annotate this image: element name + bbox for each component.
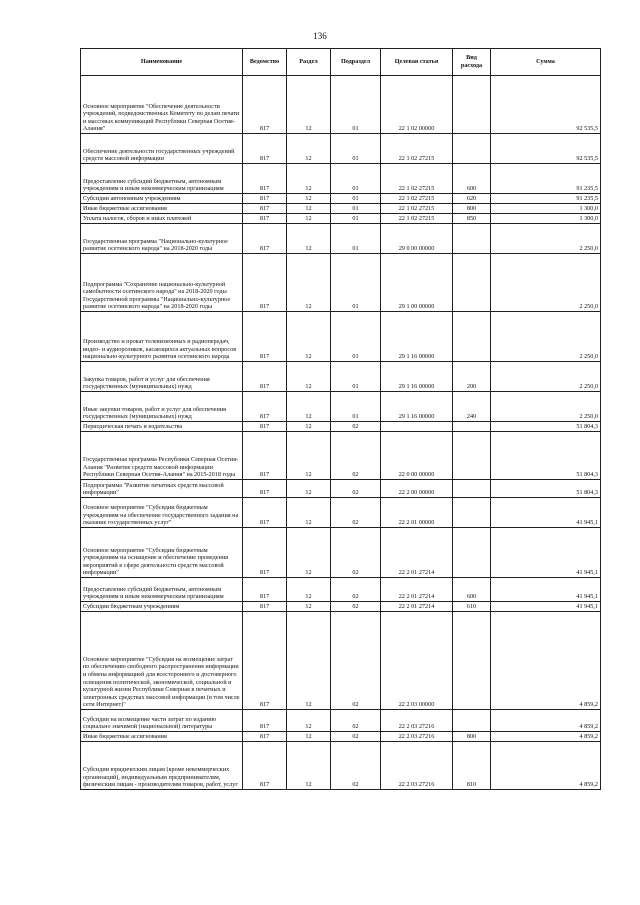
row-department: 817 <box>243 422 287 432</box>
row-department: 817 <box>243 480 287 498</box>
row-expense-type: 600 <box>453 578 491 602</box>
row-subsection: 02 <box>331 602 381 612</box>
row-expense-type: 240 <box>453 392 491 422</box>
row-target-article: 22 2 00 00000 <box>381 480 453 498</box>
table-row <box>81 312 601 362</box>
row-expense-type: 610 <box>453 602 491 612</box>
row-subsection: 01 <box>331 224 381 254</box>
row-sum: 2 250,0 <box>491 312 601 362</box>
row-name: Уплата налогов, сборов и иных платежей <box>81 214 243 224</box>
row-target-article: 22 2 01 27214 <box>381 602 453 612</box>
table-header-row <box>81 49 601 76</box>
table-row <box>81 732 601 742</box>
row-sum: 91 235,5 <box>491 164 601 194</box>
table-row <box>81 528 601 578</box>
row-subsection: 01 <box>331 362 381 392</box>
row-sum: 4 859,2 <box>491 732 601 742</box>
row-subsection: 02 <box>331 422 381 432</box>
row-department: 817 <box>243 362 287 392</box>
row-department: 817 <box>243 432 287 480</box>
row-expense-type: 800 <box>453 732 491 742</box>
row-subsection: 01 <box>331 194 381 204</box>
row-target-article: 29 1 16 00000 <box>381 392 453 422</box>
row-name: Основное мероприятие "Субсидии бюджетным учреждениям на оснащение и обеспечение проведения мероприятий в сфере деятельности средств массовой информации" <box>81 528 243 578</box>
row-expense-type <box>453 710 491 732</box>
row-expense-type: 810 <box>453 742 491 790</box>
row-section: 12 <box>287 422 331 432</box>
row-name: Предоставление субсидий бюджетным, автономным учреждениям и иным некоммерческим организациям <box>81 578 243 602</box>
row-department: 817 <box>243 602 287 612</box>
row-department: 817 <box>243 710 287 732</box>
row-name: Подпрограмма "Развитие печатных средств массовой информации" <box>81 480 243 498</box>
budget-table <box>80 48 601 790</box>
row-target-article: 22 1 02 27215 <box>381 214 453 224</box>
row-department: 817 <box>243 528 287 578</box>
row-sum: 2 250,0 <box>491 224 601 254</box>
table-row <box>81 432 601 480</box>
row-name: Иные бюджетные ассигнования <box>81 204 243 214</box>
row-section: 12 <box>287 710 331 732</box>
row-section: 12 <box>287 214 331 224</box>
row-section: 12 <box>287 194 331 204</box>
row-department: 817 <box>243 732 287 742</box>
row-sum: 41 945,1 <box>491 602 601 612</box>
row-name: Государственная программа "Национально-культурное развитие осетинского народа" на 2018-2020 годы <box>81 224 243 254</box>
row-subsection: 01 <box>331 164 381 194</box>
row-name: Государственная программа Республики Северная Осетия-Алания "Развитие средств массовой информации Республики Северная Осетия-Алания" на 2015-2018 годы <box>81 432 243 480</box>
row-expense-type <box>453 498 491 528</box>
table-row <box>81 578 601 602</box>
row-section: 12 <box>287 392 331 422</box>
row-sum: 91 235,5 <box>491 194 601 204</box>
row-department: 817 <box>243 578 287 602</box>
row-name: Основное мероприятие "Субсидия на возмещение затрат по обеспечению свободного распространения информации и обмена информацией для всестороннего и достоверного освещения политической, экономической, социальной и культурной жизни Республики Северная в печатных и электронных средствах массовой информации (в том числе сети Интернет)" <box>81 612 243 710</box>
row-target-article: 22 0 00 00000 <box>381 432 453 480</box>
table-row <box>81 710 601 732</box>
table-row <box>81 602 601 612</box>
row-target-article: 22 2 03 00000 <box>381 612 453 710</box>
table-row <box>81 194 601 204</box>
row-expense-type <box>453 480 491 498</box>
row-target-article: 22 2 03 27216 <box>381 732 453 742</box>
row-section: 12 <box>287 602 331 612</box>
table-row <box>81 164 601 194</box>
row-name: Основное мероприятие "Субсидии бюджетным учреждениям на обеспечение государственного задания на оказание государственных услуг" <box>81 498 243 528</box>
row-department: 817 <box>243 214 287 224</box>
row-sum: 41 945,1 <box>491 498 601 528</box>
table-row <box>81 214 601 224</box>
row-name: Иные бюджетные ассигнования <box>81 732 243 742</box>
row-section: 12 <box>287 224 331 254</box>
row-department: 817 <box>243 194 287 204</box>
row-subsection: 02 <box>331 612 381 710</box>
header-section: Раздел <box>287 49 331 76</box>
row-sum: 51 804,3 <box>491 432 601 480</box>
row-department: 817 <box>243 204 287 214</box>
row-name: Иные закупки товаров, работ и услуг для обеспечения государственных (муниципальных) нужд <box>81 392 243 422</box>
row-subsection: 02 <box>331 498 381 528</box>
row-target-article: 22 1 02 27215 <box>381 204 453 214</box>
row-sum: 92 535,5 <box>491 134 601 164</box>
row-department: 817 <box>243 498 287 528</box>
table-row <box>81 362 601 392</box>
row-expense-type <box>453 432 491 480</box>
row-subsection: 02 <box>331 578 381 602</box>
row-sum: 92 535,5 <box>491 76 601 134</box>
row-section: 12 <box>287 528 331 578</box>
row-subsection: 01 <box>331 392 381 422</box>
row-name: Производство и прокат телевизионных и радиопередач, видео- и аудиороликов, касающихся актуальных вопросов национально-культурного развития осетинского народа <box>81 312 243 362</box>
row-name: Подпрограмма "Сохранение национально-культурной самобытности осетинского народа" на 2018-2020 годы Государственной программы "Национально-культурное развитие осетинского народа" на 2018-2020 годы <box>81 254 243 312</box>
row-department: 817 <box>243 164 287 194</box>
row-department: 817 <box>243 134 287 164</box>
row-expense-type <box>453 612 491 710</box>
table-row <box>81 76 601 134</box>
table-row <box>81 134 601 164</box>
row-sum: 41 945,1 <box>491 528 601 578</box>
row-expense-type <box>453 422 491 432</box>
row-name: Обеспечение деятельности государственных учреждений средств массовой информации <box>81 134 243 164</box>
row-expense-type <box>453 76 491 134</box>
row-section: 12 <box>287 76 331 134</box>
row-target-article <box>381 422 453 432</box>
row-subsection: 02 <box>331 480 381 498</box>
row-expense-type: 850 <box>453 214 491 224</box>
row-expense-type: 800 <box>453 204 491 214</box>
row-name: Периодическая печать и издательства <box>81 422 243 432</box>
header-sum: Сумма <box>491 49 601 76</box>
row-section: 12 <box>287 480 331 498</box>
row-sum: 4 859,2 <box>491 742 601 790</box>
row-department: 817 <box>243 392 287 422</box>
table-row <box>81 742 601 790</box>
row-section: 12 <box>287 732 331 742</box>
row-target-article: 22 2 01 27214 <box>381 578 453 602</box>
row-expense-type <box>453 528 491 578</box>
row-sum: 1 300,0 <box>491 214 601 224</box>
header-subsection: Подраздел <box>331 49 381 76</box>
row-name: Основное мероприятие "Обеспечение деятельности учреждений, подведомственных Комитету по делам печати и массовых коммуникаций Республики Северная Осетия-Алания" <box>81 76 243 134</box>
row-section: 12 <box>287 204 331 214</box>
table-row <box>81 254 601 312</box>
row-expense-type <box>453 134 491 164</box>
table-row <box>81 498 601 528</box>
table-row <box>81 612 601 710</box>
row-expense-type: 620 <box>453 194 491 204</box>
table-row <box>81 480 601 498</box>
row-subsection: 01 <box>331 204 381 214</box>
row-expense-type <box>453 254 491 312</box>
row-target-article: 29 0 00 00000 <box>381 224 453 254</box>
row-section: 12 <box>287 498 331 528</box>
row-target-article: 22 1 02 00000 <box>381 76 453 134</box>
row-sum: 41 945,1 <box>491 578 601 602</box>
row-sum: 2 250,0 <box>491 362 601 392</box>
row-department: 817 <box>243 224 287 254</box>
row-target-article: 22 1 02 27215 <box>381 194 453 204</box>
row-target-article: 29 1 00 00000 <box>381 254 453 312</box>
row-expense-type <box>453 224 491 254</box>
row-section: 12 <box>287 742 331 790</box>
row-name: Субсидии бюджетным учреждениям <box>81 602 243 612</box>
row-sum: 4 859,2 <box>491 612 601 710</box>
row-department: 817 <box>243 612 287 710</box>
row-section: 12 <box>287 164 331 194</box>
row-sum: 51 804,3 <box>491 422 601 432</box>
row-target-article: 29 1 16 00000 <box>381 362 453 392</box>
row-subsection: 01 <box>331 254 381 312</box>
row-sum: 2 250,0 <box>491 254 601 312</box>
row-department: 817 <box>243 76 287 134</box>
row-section: 12 <box>287 134 331 164</box>
row-sum: 2 250,0 <box>491 392 601 422</box>
row-department: 817 <box>243 312 287 362</box>
row-sum: 51 804,3 <box>491 480 601 498</box>
row-section: 12 <box>287 254 331 312</box>
row-section: 12 <box>287 362 331 392</box>
row-department: 817 <box>243 742 287 790</box>
row-expense-type <box>453 312 491 362</box>
table-row <box>81 392 601 422</box>
row-subsection: 02 <box>331 732 381 742</box>
row-sum: 4 859,2 <box>491 710 601 732</box>
header-target-article: Целевая статья <box>381 49 453 76</box>
row-section: 12 <box>287 432 331 480</box>
row-subsection: 02 <box>331 710 381 732</box>
table-body <box>81 76 601 790</box>
row-subsection: 01 <box>331 312 381 362</box>
row-subsection: 02 <box>331 528 381 578</box>
row-target-article: 22 2 01 00000 <box>381 498 453 528</box>
row-section: 12 <box>287 578 331 602</box>
row-subsection: 02 <box>331 742 381 790</box>
row-name: Предоставление субсидий бюджетным, автономным учреждениям и иным некоммерческим организациям <box>81 164 243 194</box>
row-name: Закупка товаров, работ и услуг для обеспечения государственных (муниципальных) нужд <box>81 362 243 392</box>
header-department: Ведомство <box>243 49 287 76</box>
row-expense-type: 200 <box>453 362 491 392</box>
row-target-article: 22 2 03 27216 <box>381 710 453 732</box>
row-target-article: 29 1 16 00000 <box>381 312 453 362</box>
row-subsection: 01 <box>331 214 381 224</box>
row-section: 12 <box>287 312 331 362</box>
table-row <box>81 224 601 254</box>
row-section: 12 <box>287 612 331 710</box>
row-target-article: 22 2 03 27216 <box>381 742 453 790</box>
row-target-article: 22 2 01 27214 <box>381 528 453 578</box>
row-subsection: 01 <box>331 76 381 134</box>
header-expense-type: Вид расхода <box>453 49 491 76</box>
page-number: 136 <box>313 31 327 41</box>
table-row <box>81 422 601 432</box>
row-expense-type: 600 <box>453 164 491 194</box>
row-subsection: 01 <box>331 134 381 164</box>
row-sum: 1 300,0 <box>491 204 601 214</box>
row-name: Субсидии юридическим лицам (кроме некоммерческих организаций), индивидуальным предпринимателям, физическим лицам - производителям товаров, работ, услуг <box>81 742 243 790</box>
row-name: Субсидии автономным учреждениям <box>81 194 243 204</box>
row-name: Субсидии на возмещение части затрат по изданию социально значимой (национальной) литературы <box>81 710 243 732</box>
header-name: Наименование <box>81 49 243 76</box>
row-target-article: 22 1 02 27215 <box>381 164 453 194</box>
table-row <box>81 204 601 214</box>
row-target-article: 22 1 02 27215 <box>381 134 453 164</box>
row-department: 817 <box>243 254 287 312</box>
row-subsection: 02 <box>331 432 381 480</box>
